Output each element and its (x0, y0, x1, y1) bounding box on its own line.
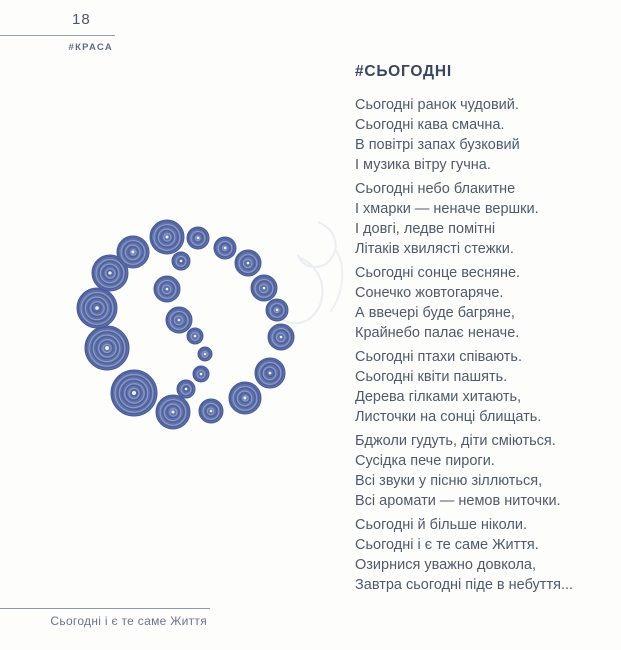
spiral-circle (187, 328, 203, 344)
poem-line: Літаків хвилясті стежки. (355, 241, 514, 257)
header-hashtag: #КРАСА (68, 42, 113, 53)
poem-line: Озирнися уважно довкола, (355, 557, 537, 573)
poem-line: А ввечері буде багряне, (355, 305, 515, 321)
poem-line: Сьогодні ранок чудовий. (355, 97, 519, 113)
poem-line: Сусідка пече пироги. (355, 453, 495, 469)
spiral-circle (229, 382, 261, 414)
footer-caption: Сьогодні і є те саме Життя (50, 614, 207, 628)
spiral-circle (77, 288, 117, 328)
spiral-circle (111, 370, 157, 416)
spiral-circle (255, 358, 285, 388)
spiral-circle (154, 276, 180, 302)
poem-line: Сьогодні й більше ніколи. (355, 517, 527, 533)
poem-line: Сонечко жовтогаряче. (355, 285, 504, 301)
poem-line: Сьогодні квіти пашять. (355, 369, 508, 385)
spiral-circle (268, 324, 294, 350)
poem-line: Сьогодні сонце весняне. (355, 265, 521, 281)
poem-stanza (355, 515, 605, 595)
spiral-circle (235, 250, 261, 276)
spiral-circle (187, 227, 209, 249)
spiral-circle (85, 326, 129, 370)
poem-line: Всі аромати — немов ниточки. (355, 493, 561, 509)
poem-body (355, 95, 605, 599)
header-rule (0, 35, 115, 36)
footer-rule (0, 608, 210, 609)
poem-title: #СЬОГОДНІ (355, 63, 452, 80)
poem-line: Сьогодні кава смачна. (355, 117, 505, 133)
spiral-circle (177, 380, 195, 398)
poem-line: І довгі, ледве помітні (355, 221, 496, 237)
spiral-circle (266, 299, 288, 321)
poem-stanza (355, 263, 605, 343)
poem-line: І музика вітру гучна. (355, 157, 491, 173)
poem-line: Завтра сьогодні піде в небуття... (355, 577, 574, 593)
poem-line: Крайнебо палає неначе. (355, 325, 520, 341)
poem-line: Сьогодні небо блакитне (355, 181, 516, 197)
poem-stanza (355, 431, 605, 511)
poem-line: Сьогодні птахи співають. (355, 349, 523, 365)
poem-line: Дерева гілками хитають, (355, 389, 522, 405)
poem-line: І хмарки — неначе вершки. (355, 201, 539, 217)
poem-stanza (355, 179, 605, 259)
spiral-circle (150, 220, 184, 254)
spiral-circle (214, 237, 236, 259)
spiral-circle (172, 252, 190, 270)
spiral-circle (198, 347, 212, 361)
spiral-circle (199, 399, 223, 423)
poem-line: Листочки на сонці блищать. (355, 409, 542, 425)
poem-line: Бджоли гудуть, діти сміються. (355, 433, 556, 449)
spiral-circle (251, 275, 277, 301)
poem-line: Сьогодні і є те саме Життя. (355, 537, 539, 553)
poem-stanza (355, 95, 605, 175)
spiral-ring-illustration (55, 205, 355, 445)
page-number: 18 (72, 11, 91, 28)
spiral-circle (166, 307, 192, 333)
spiral-circle (117, 236, 149, 268)
poem-line: В повітрі запах бузковий (355, 137, 520, 153)
poem-stanza (355, 347, 605, 427)
spiral-circle (156, 395, 190, 429)
spiral-circle (193, 366, 209, 382)
poem-line: Всі звуки у пісню зіллються, (355, 473, 543, 489)
